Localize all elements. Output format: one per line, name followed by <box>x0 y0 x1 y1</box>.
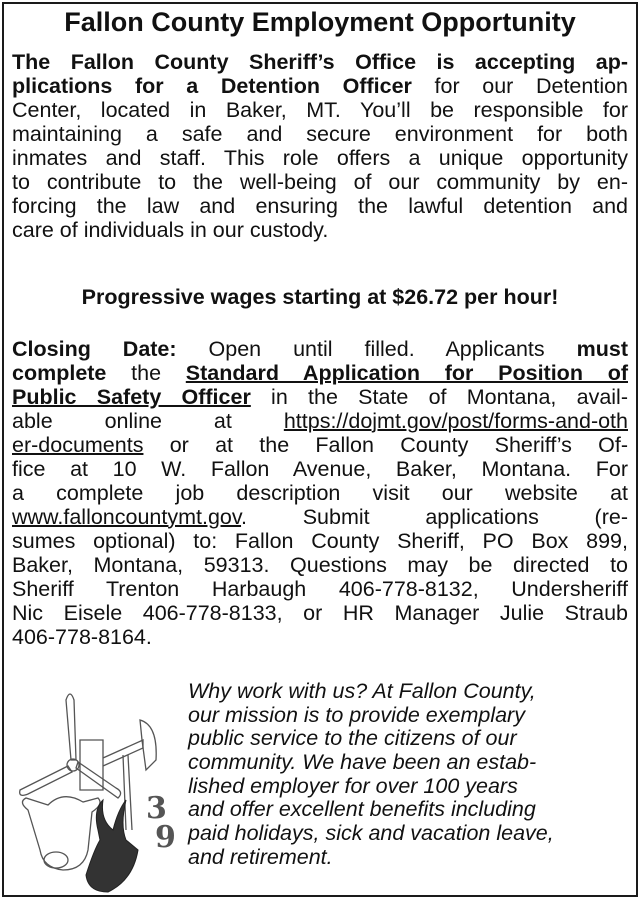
text-line <box>188 751 632 775</box>
text-line <box>12 433 628 457</box>
text-line <box>12 194 628 218</box>
why-work-with-us-paragraph <box>188 680 632 870</box>
text-segment: the <box>106 361 186 385</box>
text-line <box>12 146 628 170</box>
text-line <box>12 577 628 601</box>
text-segment: care of individuals in our custody. <box>12 218 329 242</box>
text-line <box>12 409 628 433</box>
text-line <box>12 457 628 481</box>
wind-turbine-blade <box>20 766 72 795</box>
text-line <box>12 218 628 242</box>
logo-digit-3: 3 <box>146 791 167 826</box>
text-segment: paid holidays, sick and vacation leave, <box>188 821 554 846</box>
text-line <box>12 505 628 529</box>
wind-turbine-blade <box>66 694 76 760</box>
text-line <box>12 361 628 385</box>
text-segment: complete <box>12 361 107 385</box>
text-line <box>12 337 628 361</box>
text-segment: Open until filled. Applicants <box>176 337 577 361</box>
text-line <box>12 529 628 553</box>
text-segment: able online at <box>12 409 284 433</box>
text-line <box>12 98 628 122</box>
text-segment: Closing Date: <box>12 337 177 361</box>
text-line <box>188 798 632 822</box>
text-line <box>12 122 628 146</box>
county-logo-illustration <box>8 680 183 895</box>
text-segment: in the State of Montana, avail- <box>250 385 628 409</box>
text-segment: Center, located in Baker, MT. You’ll be responsible for <box>12 98 628 122</box>
cow-head <box>22 797 100 870</box>
text-line <box>188 822 632 846</box>
text-segment: must <box>576 337 628 361</box>
text-segment: 406-778-8164. <box>12 625 152 649</box>
text-segment: or at the Fallon County Sheriff’s Of- <box>143 433 628 457</box>
text-segment: Nic Eisele 406-778-8133, or HR Manager Julie Straub <box>12 601 628 625</box>
logo-digit-9: 9 <box>155 820 176 855</box>
text-segment: to contribute to the well-being of our community by en- <box>12 170 628 194</box>
link[interactable]: Public Safety Officer <box>12 385 251 409</box>
ad-title: Fallon County Employment Opportunity <box>64 7 576 37</box>
text-line <box>12 625 628 649</box>
link[interactable]: https://dojmt.gov/post/forms-and-oth <box>283 409 628 433</box>
wages-headline: Progressive wages starting at $26.72 per hour! <box>81 285 559 309</box>
text-segment: community. We have been an estab- <box>188 750 537 775</box>
text-segment: and offer excellent benefits including <box>188 797 536 822</box>
text-line <box>188 727 632 751</box>
text-line <box>12 74 628 98</box>
link[interactable]: Standard Application for Position of <box>185 361 628 385</box>
link[interactable]: er-documents <box>12 433 144 457</box>
text-line <box>188 775 632 799</box>
application-details-paragraph <box>12 337 628 649</box>
text-line <box>12 481 628 505</box>
text-segment: inmates and staff. This role offers a unique opportunity <box>12 146 628 170</box>
text-segment: The Fallon County Sheriff’s Office is accepting ap- <box>12 50 628 74</box>
link[interactable]: www.falloncountymt.gov <box>12 505 242 529</box>
text-segment: Sheriff Trenton Harbaugh 406-778-8132, Undersheriff <box>12 577 628 601</box>
antelope-head <box>86 800 138 892</box>
text-segment: a complete job description visit our website at <box>12 481 628 505</box>
text-segment: for our Detention <box>411 74 629 98</box>
text-segment: maintaining a safe and secure environment for both <box>12 122 628 146</box>
text-line <box>12 601 628 625</box>
text-line <box>188 704 632 728</box>
text-segment: sumes optional) to: Fallon County Sheriff, PO Box 899, <box>12 529 628 553</box>
text-segment: Baker, Montana, 59313. Questions may be directed to <box>12 553 628 577</box>
text-segment: our mission is to provide exemplary <box>188 702 525 727</box>
text-line <box>12 553 628 577</box>
text-segment: . Submit applications (re- <box>241 505 628 529</box>
text-segment: plications for a Detention Officer <box>12 74 412 98</box>
intro-paragraph <box>12 50 628 242</box>
text-line <box>12 385 628 409</box>
text-line <box>188 680 632 704</box>
text-segment: lished employer for over 100 years <box>188 773 518 798</box>
pump-jack <box>80 740 143 790</box>
text-line <box>188 846 632 870</box>
text-segment: forcing the law and ensuring the lawful detention and <box>12 194 628 218</box>
text-segment: public service to the citizens of our <box>188 726 517 751</box>
text-line <box>12 50 628 74</box>
wind-turbine-blade <box>76 762 121 798</box>
text-segment: fice at 10 W. Fallon Avenue, Baker, Montana. For <box>12 457 628 481</box>
text-line <box>12 170 628 194</box>
text-segment: and retirement. <box>188 844 333 869</box>
text-segment: Why work with us? At Fallon County, <box>188 679 536 703</box>
